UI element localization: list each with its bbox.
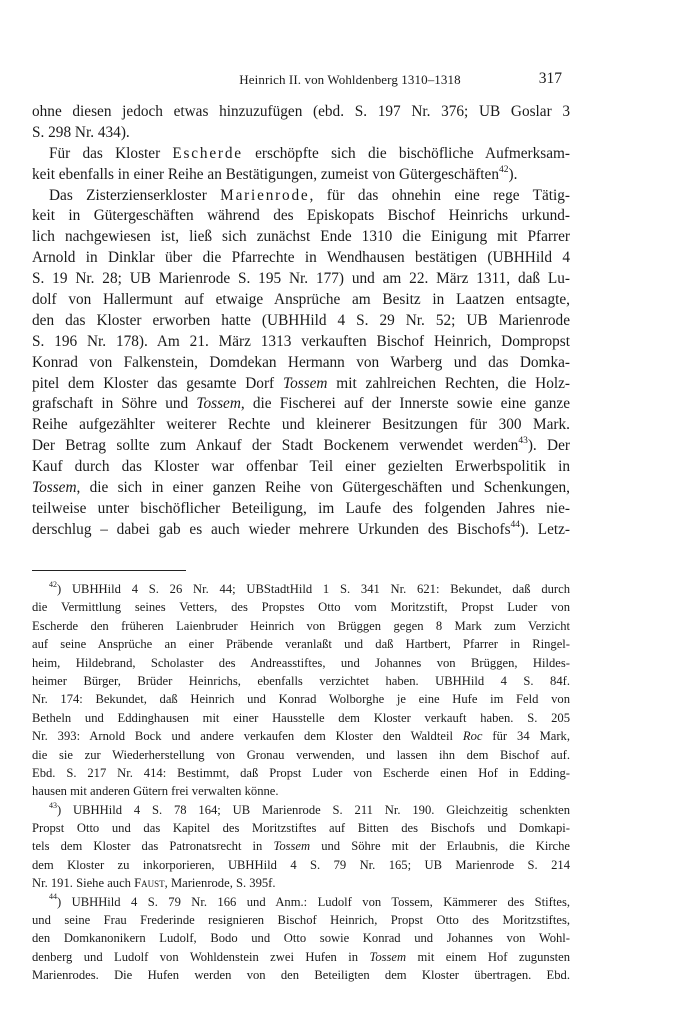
running-head: [0, 70, 700, 90]
place-name: Escherde: [172, 144, 243, 162]
text-line: dolf von Hallermunt auf etwaige Ansprüche am Besitz in Laatzen entsagte,: [32, 291, 570, 309]
footnote-44: $^{44}$) UBHHild 4 S. 79 Nr. 166 und Anm.: Ludolf von Tossem, Kämmerer des Stiftes,: [49, 892, 570, 909]
place-name-italic: Tossem: [369, 949, 407, 964]
footnote-line: Betheln und Eddinghausen mit einer Hausstelle dem Kloster verkauft haben. S. 205: [32, 710, 570, 725]
author-name: Faust: [134, 876, 165, 891]
text-line: derschlug – dabei gab es auch wieder mehrere Urkunden des Bischofs$^{44}$). Letz-: [32, 519, 570, 538]
place-name-italic: Tossem: [282, 374, 328, 392]
footnote-rule: [32, 570, 186, 571]
footnote-ref: 43: [518, 436, 528, 447]
main-text: [32, 102, 570, 541]
text-line: den das Kloster erworben hatte (UBHHild 4 S. 29 Nr. 52; UB Marienrode: [32, 311, 570, 329]
text-line: Arnold in Dinklar über die Pfarrechte in Wendhausen bestätigen (UBHHild 4: [32, 249, 570, 267]
running-title: Heinrich II. von Wohldenberg 1310–1318: [239, 72, 461, 87]
text-line: Konrad von Falkenstein, Domdekan Hermann von Warberg und das Domka-: [32, 353, 570, 371]
text-line: Reihe aufgezählter weiterer Rechte und kleinerer Besitzungen für 300 Mark.: [32, 416, 570, 434]
text-line: Tossem, die sich in einer ganzen Reihe von Gütergeschäften und Schenkungen,: [32, 479, 570, 497]
footnote-line: den Domkanonikern Ludolf, Bodo und Otto sowie Konrad und Johannes von Wohl-: [32, 931, 570, 946]
page-number: 317: [538, 70, 562, 87]
footnote-42: $^{42}$) UBHHild 4 S. 26 Nr. 44; UBStadtHild 1 S. 341 Nr. 621: Bekundet, daß durch: [49, 580, 570, 596]
text-line: Für das Kloster Escherde erschöpfte sich die bischöfliche Aufmerksam-: [49, 144, 570, 162]
place-name-italic: Tossem: [196, 395, 241, 413]
text-line: lich nachgewiesen ist, ließ sich zunächst Ende 1310 die Einigung mit Pfarrer: [32, 228, 570, 246]
place-name: Marienrode: [220, 186, 310, 204]
footnote-line: Marienrodes. Die Hufen werden von den Beteiligten dem Kloster übertragen. Ebd.: [32, 968, 570, 983]
footnotes: [32, 580, 570, 985]
footnote-line: Escherde den früheren Laienbruder Heinrich von Brüggen gegen 8 Mark zum Verzicht: [32, 618, 570, 633]
footnote-line: heimer Bürger, Brüder Heinrichs, ebenfalls verzichtet haben. UBHHild 4 S. 84f.: [32, 673, 570, 688]
footnote-line: auf seine Ansprüche an einer Präbende veranlaßt und daß Hartbert, Pfarrer in Ringel-: [32, 637, 570, 652]
text-line: Das Zisterzienserkloster Marienrode, für das ohnehin eine rege Tätig-: [49, 186, 570, 204]
footnote-line: heim, Hildebrand, Scholaster des Andreasstiftes, und Johannes von Brüggen, Hildes-: [32, 655, 570, 670]
place-name-italic: Roc: [462, 729, 483, 744]
text-line: S. 19 Nr. 28; UB Marienrode S. 195 Nr. 177) und am 22. März 1311, daß Lu-: [32, 270, 570, 288]
footnote-line: Nr. 174: Bekundet, daß Heinrich und Konrad Wolborghe je eine Hufe im Feld von: [32, 692, 570, 707]
text-line: grafschaft in Söhre und Tossem, die Fischerei auf der Innerste sowie eine ganze: [32, 395, 570, 413]
footnote-43: $^{43}$) UBHHild 4 S. 78 164; UB Marienrode S. 211 Nr. 190. Gleichzeitig schenkten: [49, 800, 570, 817]
footnote-line: die sie zur Wiederherstellung von Gronau verwenden, und lassen ihn dem Bischof auf.: [32, 747, 570, 762]
footnote-line: Nr. 393: Arnold Bock und andere verkaufen dem Kloster den Waldteil Roc für 34 Mark,: [32, 729, 570, 744]
place-name-italic: Tossem: [32, 479, 77, 497]
footnote-number: 42: [49, 580, 57, 589]
footnote-ref: 44: [510, 519, 521, 530]
footnote-line: Nr. 191. Siehe auch Faust, Marienrode, S. 395f.: [32, 876, 276, 891]
text-line: ohne diesen jedoch etwas hinzuzufügen (ebd. S. 197 Nr. 376; UB Goslar 3: [32, 103, 570, 120]
place-name-italic: Tossem: [273, 839, 311, 854]
footnote-line: die Vermittlung seines Vetters, des Propstes Otto vom Moritzstift, Propst Luder von: [32, 600, 570, 615]
footnote-line: hausen mit anderen Gütern frei verwalten könne.: [32, 784, 279, 799]
footnote-line: dem Kloster zu inkorporieren, UBHHild 4 S. 79 Nr. 165; UB Marienrode S. 214: [32, 857, 570, 872]
footnote-number: 44: [49, 892, 57, 902]
footnote-line: und seine Frau Frederinde resignieren Bischof Heinrich, Propst Otto des Moritzstiftes,: [32, 913, 570, 928]
text-line: Der Betrag sollte zum Ankauf der Stadt Bockenem verwendet werden$^{43}$). Der: [32, 436, 570, 455]
footnote-line: Ebd. S. 217 Nr. 414: Bestimmt, daß Propst Luder von Escherde einen Hof in Edding-: [32, 765, 570, 780]
footnote-line: denberg und Ludolf von Wohldenstein zwei Hufen in Tossem mit einem Hof zugunsten: [32, 949, 570, 964]
footnote-ref: 42: [498, 164, 509, 175]
text-line: S. 298 Nr. 434).: [32, 123, 130, 141]
text-line: teilweise unter bischöflicher Beteiligung, im Laufe des folgenden Jahres nie-: [32, 499, 570, 517]
footnote-line: tels dem Kloster das Patronatsrecht in Tossem und Söhre mit der Erlaubnis, die Kirche: [32, 839, 570, 854]
footnote-line: Propst Otto und das Kapitel des Moritzstiftes auf Bitten des Bischofs und Domkapi-: [32, 821, 570, 836]
text-line: keit ebenfalls in einer Reihe an Bestätigungen, zumeist von Gütergeschäften$^{42}$).: [32, 164, 518, 183]
text-line: Kauf durch das Kloster war offenbar Teil einer gezielten Erwerbspolitik in: [32, 458, 570, 476]
text-line: keit in Gütergeschäften während des Episkopats Bischof Heinrichs urkund-: [32, 207, 570, 225]
footnote-number: 43: [49, 800, 57, 810]
text-line: S. 196 Nr. 178). Am 21. März 1313 verkauften Bischof Heinrich, Dompropst: [32, 332, 570, 350]
text-line: pitel dem Kloster das gesamte Dorf Tossem mit zahlreichen Rechten, die Holz-: [32, 374, 570, 392]
